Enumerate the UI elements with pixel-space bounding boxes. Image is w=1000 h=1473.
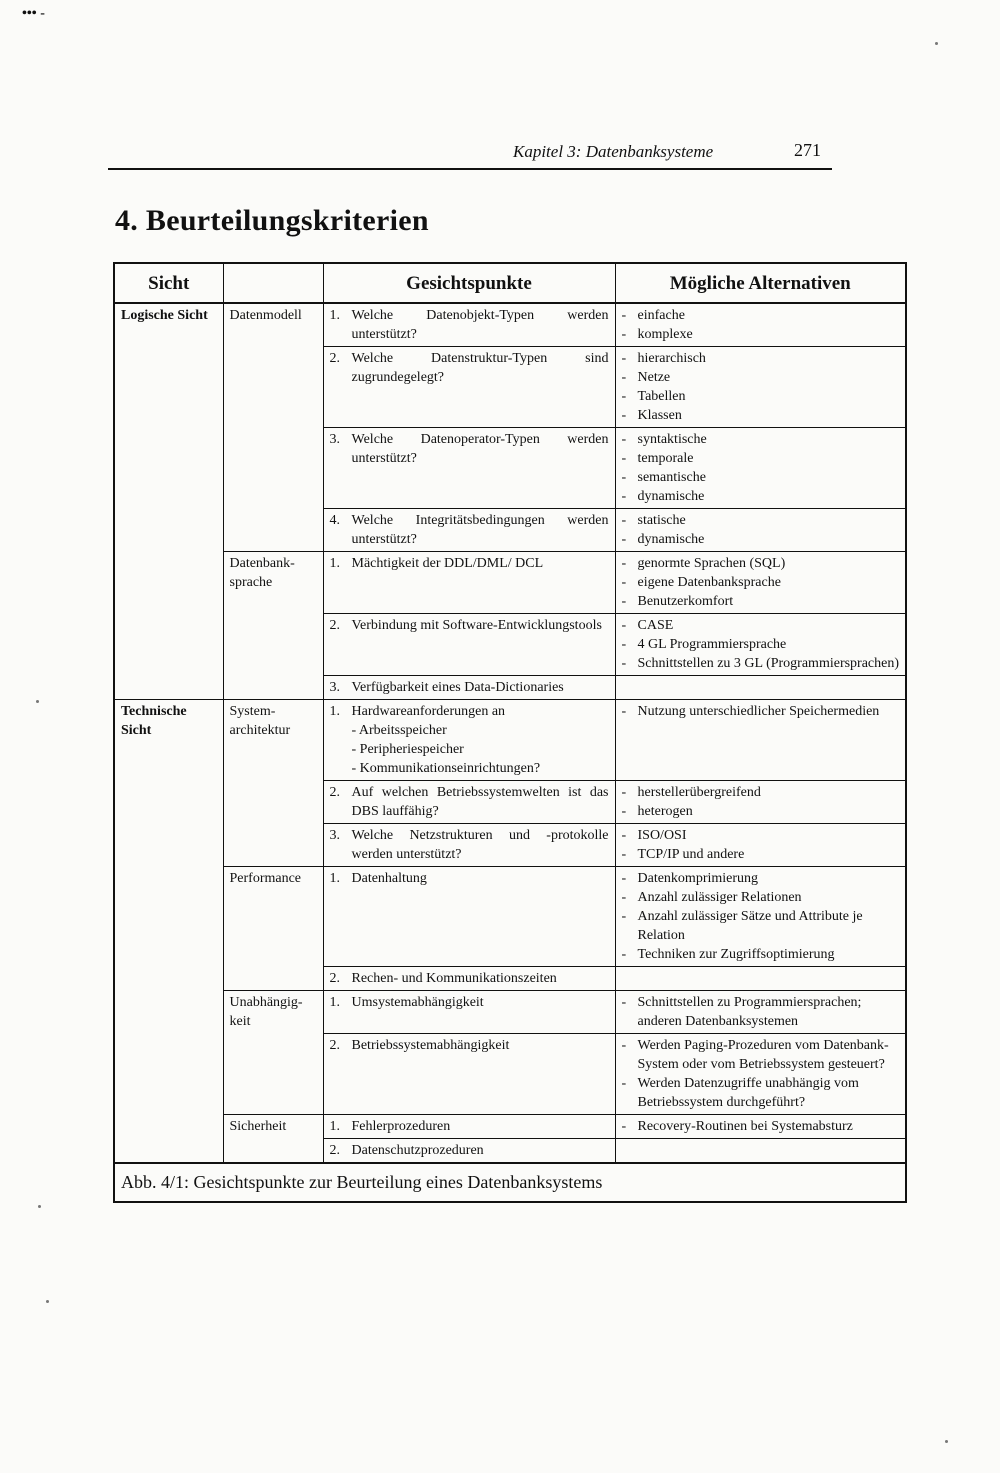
alternative-item: Tabellen — [637, 389, 686, 404]
alternatives-cell: - CASE - 4 GL Programmiersprache - Schnittstellen zu 3 GL (Programmiersprachen) — [615, 614, 905, 676]
question-number: 1. — [329, 704, 340, 719]
alternative-item: 4 GL Programmiersprache — [637, 637, 787, 652]
alternative-item: Datenkomprimierung — [637, 871, 759, 886]
alternatives-cell: - Schnittstellen zu Programmiersprachen; anderen Datenbanksystemen — [615, 991, 905, 1034]
alternative-item: genormte Sprachen (SQL) — [637, 556, 786, 571]
alternatives-cell — [615, 967, 905, 991]
question-text: Datenhaltung — [351, 871, 427, 886]
question-cell — [323, 824, 615, 867]
question-cell — [323, 991, 615, 1034]
question-cell — [323, 303, 615, 347]
question-text: Welche Datenstruktur-Typen sind zugrundegelegt? — [351, 351, 609, 385]
alternative-item: ISO/OSI — [637, 828, 687, 843]
question-text: Welche Integritätsbedingungen werden unterstützt? — [351, 513, 609, 547]
question-text: Welche Netzstrukturen und -protokolle werden unterstützt? — [351, 828, 609, 862]
question-cell — [323, 509, 615, 552]
question-text: Hardwareanforderungen an — [351, 704, 506, 719]
question-number: 1. — [329, 308, 340, 323]
question-cell — [323, 552, 615, 614]
view-technisch: Technische Sicht — [115, 700, 223, 1163]
question-subitem: - Arbeitsspeicher — [351, 723, 447, 738]
scan-dot — [38, 1205, 41, 1208]
alternative-item: Benutzerkomfort — [637, 594, 734, 609]
scan-artifact: ••• - — [22, 6, 45, 21]
alternative-item: Anzahl zulässiger Sätze und Attribute je Relation — [637, 909, 863, 943]
sub-sicherheit: Sicherheit — [223, 1115, 323, 1163]
alternative-item: eigene Datenbanksprache — [637, 575, 781, 590]
question-cell — [323, 1139, 615, 1163]
question-cell — [323, 347, 615, 428]
alternative-item: Anzahl zulässiger Relationen — [637, 890, 802, 905]
scan-dot — [36, 700, 39, 703]
alternative-item: Techniken zur Zugriffsoptimierung — [637, 947, 835, 962]
table-header-row — [115, 264, 905, 303]
alternatives-cell: - statische - dynamische — [615, 509, 905, 552]
alternatives-cell: - Datenkomprimierung - Anzahl zulässiger Relationen - Anzahl zulässiger Sätze und Attribute je Relation - Techniken zur Zugriffsoptimierung — [615, 867, 905, 967]
question-number: 2. — [329, 1143, 340, 1158]
col-header-alternativen: Mögliche Alternativen — [615, 264, 905, 303]
scan-dot — [935, 42, 938, 45]
question-cell — [323, 676, 615, 700]
alternative-item: Werden Paging-Prozeduren vom Datenbank-System oder vom Betriebssystem gesteuert? — [637, 1038, 889, 1072]
question-text: Datenschutzprozeduren — [351, 1143, 484, 1158]
alternative-item: Werden Datenzugriffe unabhängig vom Betriebssystem durchgeführt? — [637, 1076, 859, 1110]
alternative-item: heterogen — [637, 804, 693, 819]
alternative-item: syntaktische — [637, 432, 707, 447]
table-row — [115, 1115, 905, 1139]
alternatives-cell: - einfache - komplexe — [615, 303, 905, 347]
question-number: 4. — [329, 513, 340, 528]
alternative-item: dynamische — [637, 489, 705, 504]
scan-dot — [945, 1440, 948, 1443]
question-number: 2. — [329, 971, 340, 986]
question-number: 2. — [329, 351, 340, 366]
table-row — [115, 991, 905, 1034]
sub-systemarchitektur: System-architektur — [223, 700, 323, 867]
alternative-item: temporale — [637, 451, 694, 466]
section-title: 4. Beurteilungskriterien — [115, 204, 429, 237]
sub-datenmodell: Datenmodell — [223, 303, 323, 552]
question-text: Betriebssystemabhängigkeit — [351, 1038, 510, 1053]
question-number: 1. — [329, 556, 340, 571]
alternative-item: statische — [637, 513, 686, 528]
table-row — [115, 700, 905, 781]
question-cell — [323, 1115, 615, 1139]
question-cell — [323, 781, 615, 824]
question-text: Verbindung mit Software-Entwicklungstools — [351, 618, 602, 633]
sub-performance: Performance — [223, 867, 323, 991]
alternative-item: hierarchisch — [637, 351, 706, 366]
question-cell — [323, 967, 615, 991]
alternatives-cell: - Werden Paging-Prozeduren vom Datenbank-System oder vom Betriebssystem gesteuert? - Werden Datenzugriffe unabhängig vom Betriebssystem durchgeführt? — [615, 1034, 905, 1115]
alternative-item: dynamische — [637, 532, 705, 547]
alternatives-cell: - genormte Sprachen (SQL) - eigene Datenbanksprache - Benutzerkomfort — [615, 552, 905, 614]
question-cell — [323, 614, 615, 676]
alternative-item: TCP/IP und andere — [637, 847, 745, 862]
table-row — [115, 552, 905, 614]
page-number: 271 — [794, 140, 821, 160]
alternative-item: semantische — [637, 470, 706, 485]
alternative-item: einfache — [637, 308, 685, 323]
question-number: 2. — [329, 618, 340, 633]
col-header-sicht: Sicht — [115, 264, 223, 303]
col-header-gesichtspunkte: Gesichtspunkte — [323, 264, 615, 303]
question-text: Auf welchen Betriebssystemwelten ist das DBS lauffähig? — [351, 785, 609, 819]
view-logisch: Logische Sicht — [115, 303, 223, 700]
table-row — [115, 303, 905, 347]
question-subitem: - Peripheriespeicher — [351, 742, 464, 757]
alternative-item: Recovery-Routinen bei Systemabsturz — [637, 1119, 853, 1134]
question-number: 1. — [329, 995, 340, 1010]
question-text: Verfügbarkeit eines Data-Dictionaries — [351, 680, 564, 695]
alternatives-cell: - herstellerübergreifend - heterogen — [615, 781, 905, 824]
alternative-item: Netze — [637, 370, 671, 385]
question-text: Umsystemabhängigkeit — [351, 995, 484, 1010]
question-number: 3. — [329, 680, 340, 695]
alternatives-cell: - Nutzung unterschiedlicher Speichermedien — [615, 700, 905, 781]
col-header-blank — [223, 264, 323, 303]
alternatives-cell: - syntaktische - temporale - semantische - dynamische — [615, 428, 905, 509]
alternatives-cell: - ISO/OSI - TCP/IP und andere — [615, 824, 905, 867]
question-number: 2. — [329, 1038, 340, 1053]
question-text: Welche Datenoperator-Typen werden unterstützt? — [351, 432, 609, 466]
question-number: 3. — [329, 828, 340, 843]
alternative-item: herstellerübergreifend — [637, 785, 761, 800]
question-number: 1. — [329, 1119, 340, 1134]
alternative-item: Schnittstellen zu 3 GL (Programmiersprachen) — [637, 656, 900, 671]
question-number: 2. — [329, 785, 340, 800]
chapter-title: Kapitel 3: Datenbanksysteme — [513, 142, 714, 161]
alternative-item: Klassen — [637, 408, 682, 423]
alternative-item: komplexe — [637, 327, 693, 342]
question-text: Mächtigkeit der DDL/DML/ DCL — [351, 556, 544, 571]
alternatives-cell — [615, 1139, 905, 1163]
question-text: Fehlerprozeduren — [351, 1119, 451, 1134]
running-header — [108, 140, 832, 170]
alternative-item: Schnittstellen zu Programmiersprachen; anderen Datenbanksystemen — [637, 995, 862, 1029]
sub-datenbanksprache: Datenbank-sprache — [223, 552, 323, 700]
question-cell — [323, 1034, 615, 1115]
figure-caption: Abb. 4/1: Gesichtspunkte zur Beurteilung eines Datenbanksystems — [115, 1162, 905, 1201]
alternatives-cell — [615, 676, 905, 700]
question-cell — [323, 428, 615, 509]
alternatives-cell: - hierarchisch - Netze - Tabellen - Klassen — [615, 347, 905, 428]
question-text: Rechen- und Kommunikationszeiten — [351, 971, 557, 986]
scan-dot — [46, 1300, 49, 1303]
question-cell — [323, 700, 615, 781]
alternative-item: CASE — [637, 618, 674, 633]
question-text: Welche Datenobjekt-Typen werden unterstützt? — [351, 308, 609, 342]
criteria-table — [113, 262, 907, 1203]
sub-unabhaengigkeit: Unabhängig-keit — [223, 991, 323, 1115]
question-number: 1. — [329, 871, 340, 886]
alternative-item: Nutzung unterschiedlicher Speichermedien — [637, 704, 880, 719]
question-number: 3. — [329, 432, 340, 447]
alternatives-cell: - Recovery-Routinen bei Systemabsturz — [615, 1115, 905, 1139]
table-row — [115, 867, 905, 967]
question-cell — [323, 867, 615, 967]
question-subitem: - Kommunikationseinrichtungen? — [351, 761, 541, 776]
